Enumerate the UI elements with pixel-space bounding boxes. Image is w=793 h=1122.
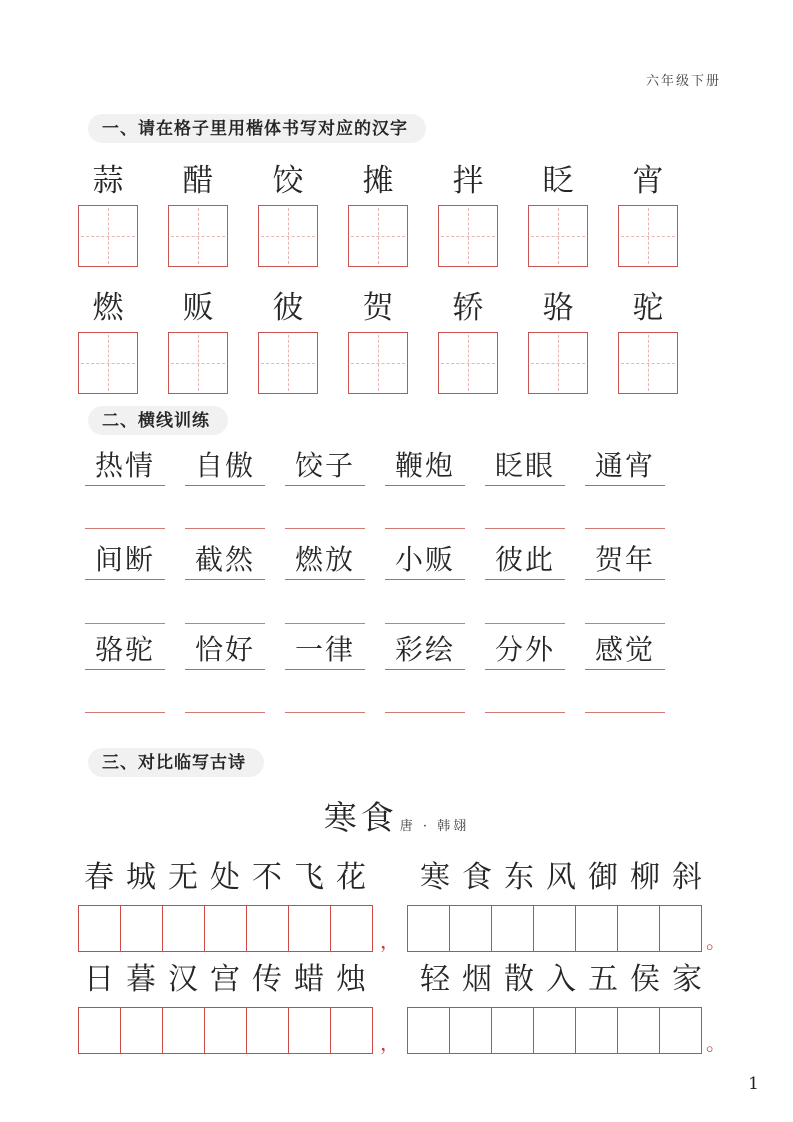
model-word: 自傲: [185, 446, 265, 486]
writing-line: [285, 623, 365, 624]
writing-line: [185, 623, 265, 624]
blank-line-row-1: [85, 528, 665, 529]
model-character: 蒜: [92, 163, 124, 199]
tianzige-box: [348, 205, 408, 267]
model-word: 恰好: [185, 630, 265, 670]
writing-line: [585, 528, 665, 529]
model-word: 小贩: [385, 540, 465, 580]
period-mark: 。: [706, 929, 726, 953]
model-character: 宵: [632, 163, 664, 199]
character-row-1: [78, 161, 678, 201]
tianzige-box: [618, 332, 678, 394]
model-character: 饺: [272, 163, 304, 199]
word-row-1: [85, 446, 665, 486]
model-character: 骆: [542, 290, 574, 326]
poem-text: 日暮汉宫传蜡烛: [84, 962, 378, 997]
copy-boxes: [78, 1007, 373, 1054]
copy-box: [246, 1007, 289, 1054]
copy-box: [617, 905, 660, 952]
poem-line-2: [84, 960, 744, 1000]
practice-box-row-1: [78, 205, 678, 267]
copy-box: [659, 1007, 702, 1054]
poem-title: 寒食: [323, 798, 398, 837]
tianzige-box: [348, 332, 408, 394]
model-character: 拌: [452, 163, 484, 199]
tianzige-box: [168, 332, 228, 394]
model-word: 骆驼: [85, 630, 165, 670]
writing-line: [385, 528, 465, 529]
copy-box: [449, 1007, 492, 1054]
copy-box: [246, 905, 289, 952]
copy-box: [204, 1007, 247, 1054]
poem-text: 轻烟散入五侯家: [420, 962, 714, 997]
character-row-2: [78, 288, 678, 328]
header-edition: 六年级下册: [645, 74, 721, 89]
model-character: 摊: [362, 163, 394, 199]
writing-line: [85, 712, 165, 713]
writing-line: [85, 623, 165, 624]
blank-line-row-2: [85, 623, 665, 624]
model-character: 轿: [452, 290, 484, 326]
section1-title: 一、请在格子里用楷体书写对应的汉字: [88, 114, 426, 143]
comma-mark: ，: [380, 1031, 400, 1055]
model-word: 分外: [485, 630, 565, 670]
model-word: 热情: [85, 446, 165, 486]
copy-boxes: [407, 1007, 702, 1054]
page-number: 1: [748, 1074, 759, 1094]
copy-box: [204, 905, 247, 952]
copy-box: [330, 905, 373, 952]
writing-line: [385, 623, 465, 624]
copy-box: [407, 905, 450, 952]
copy-box: [449, 905, 492, 952]
comma-mark: ，: [380, 929, 400, 953]
copy-box: [491, 905, 534, 952]
model-word: 一律: [285, 630, 365, 670]
writing-line: [485, 712, 565, 713]
model-character: 醋: [182, 163, 214, 199]
model-character: 驼: [632, 290, 664, 326]
period-mark: 。: [706, 1031, 726, 1055]
poem-text: 寒食东风御柳斜: [420, 860, 714, 895]
writing-line: [385, 712, 465, 713]
copy-box: [491, 1007, 534, 1054]
tianzige-box: [168, 205, 228, 267]
tianzige-box: [78, 332, 138, 394]
blank-line-row-3: [85, 712, 665, 713]
copy-box: [288, 1007, 331, 1054]
copy-box: [120, 905, 163, 952]
copy-strip-row-1: [78, 905, 778, 952]
writing-line: [85, 528, 165, 529]
model-word: 饺子: [285, 446, 365, 486]
model-word: 燃放: [285, 540, 365, 580]
model-word: 间断: [85, 540, 165, 580]
poem-line-1: [84, 858, 744, 898]
model-character: 燃: [92, 290, 124, 326]
practice-box-row-2: [78, 332, 678, 394]
word-row-2: [85, 540, 665, 580]
copy-box: [78, 1007, 121, 1054]
writing-line: [185, 712, 265, 713]
tianzige-box: [528, 205, 588, 267]
copy-boxes: [78, 905, 373, 952]
tianzige-box: [258, 332, 318, 394]
model-word: 彩绘: [385, 630, 465, 670]
copy-box: [78, 905, 121, 952]
model-word: 眨眼: [485, 446, 565, 486]
model-character: 眨: [542, 163, 574, 199]
section3-title: 三、对比临写古诗: [88, 748, 264, 777]
writing-line: [585, 623, 665, 624]
writing-line: [285, 528, 365, 529]
tianzige-box: [258, 205, 318, 267]
writing-line: [185, 528, 265, 529]
model-word: 截然: [185, 540, 265, 580]
copy-box: [162, 905, 205, 952]
copy-boxes: [407, 905, 702, 952]
copy-box: [575, 905, 618, 952]
tianzige-box: [78, 205, 138, 267]
writing-line: [485, 623, 565, 624]
model-character: 贺: [362, 290, 394, 326]
copy-strip-row-2: [78, 1007, 778, 1054]
writing-line: [585, 712, 665, 713]
model-word: 彼此: [485, 540, 565, 580]
writing-line: [285, 712, 365, 713]
model-word: 鞭炮: [385, 446, 465, 486]
copy-box: [407, 1007, 450, 1054]
model-word: 感觉: [585, 630, 665, 670]
poem-text: 春城无处不飞花: [84, 860, 378, 895]
copy-box: [162, 1007, 205, 1054]
writing-line: [485, 528, 565, 529]
copy-box: [533, 905, 576, 952]
section2-title: 二、横线训练: [88, 406, 228, 435]
copy-box: [288, 905, 331, 952]
copy-box: [533, 1007, 576, 1054]
model-character: 贩: [182, 290, 214, 326]
tianzige-box: [528, 332, 588, 394]
tianzige-box: [438, 205, 498, 267]
model-character: 彼: [272, 290, 304, 326]
copy-box: [659, 905, 702, 952]
copy-box: [330, 1007, 373, 1054]
model-word: 通宵: [585, 446, 665, 486]
poem-header: [0, 796, 793, 840]
copy-box: [120, 1007, 163, 1054]
poem-author: 唐 · 韩翃: [399, 819, 470, 834]
copy-box: [617, 1007, 660, 1054]
model-word: 贺年: [585, 540, 665, 580]
copy-box: [575, 1007, 618, 1054]
tianzige-box: [618, 205, 678, 267]
tianzige-box: [438, 332, 498, 394]
word-row-3: [85, 630, 665, 670]
